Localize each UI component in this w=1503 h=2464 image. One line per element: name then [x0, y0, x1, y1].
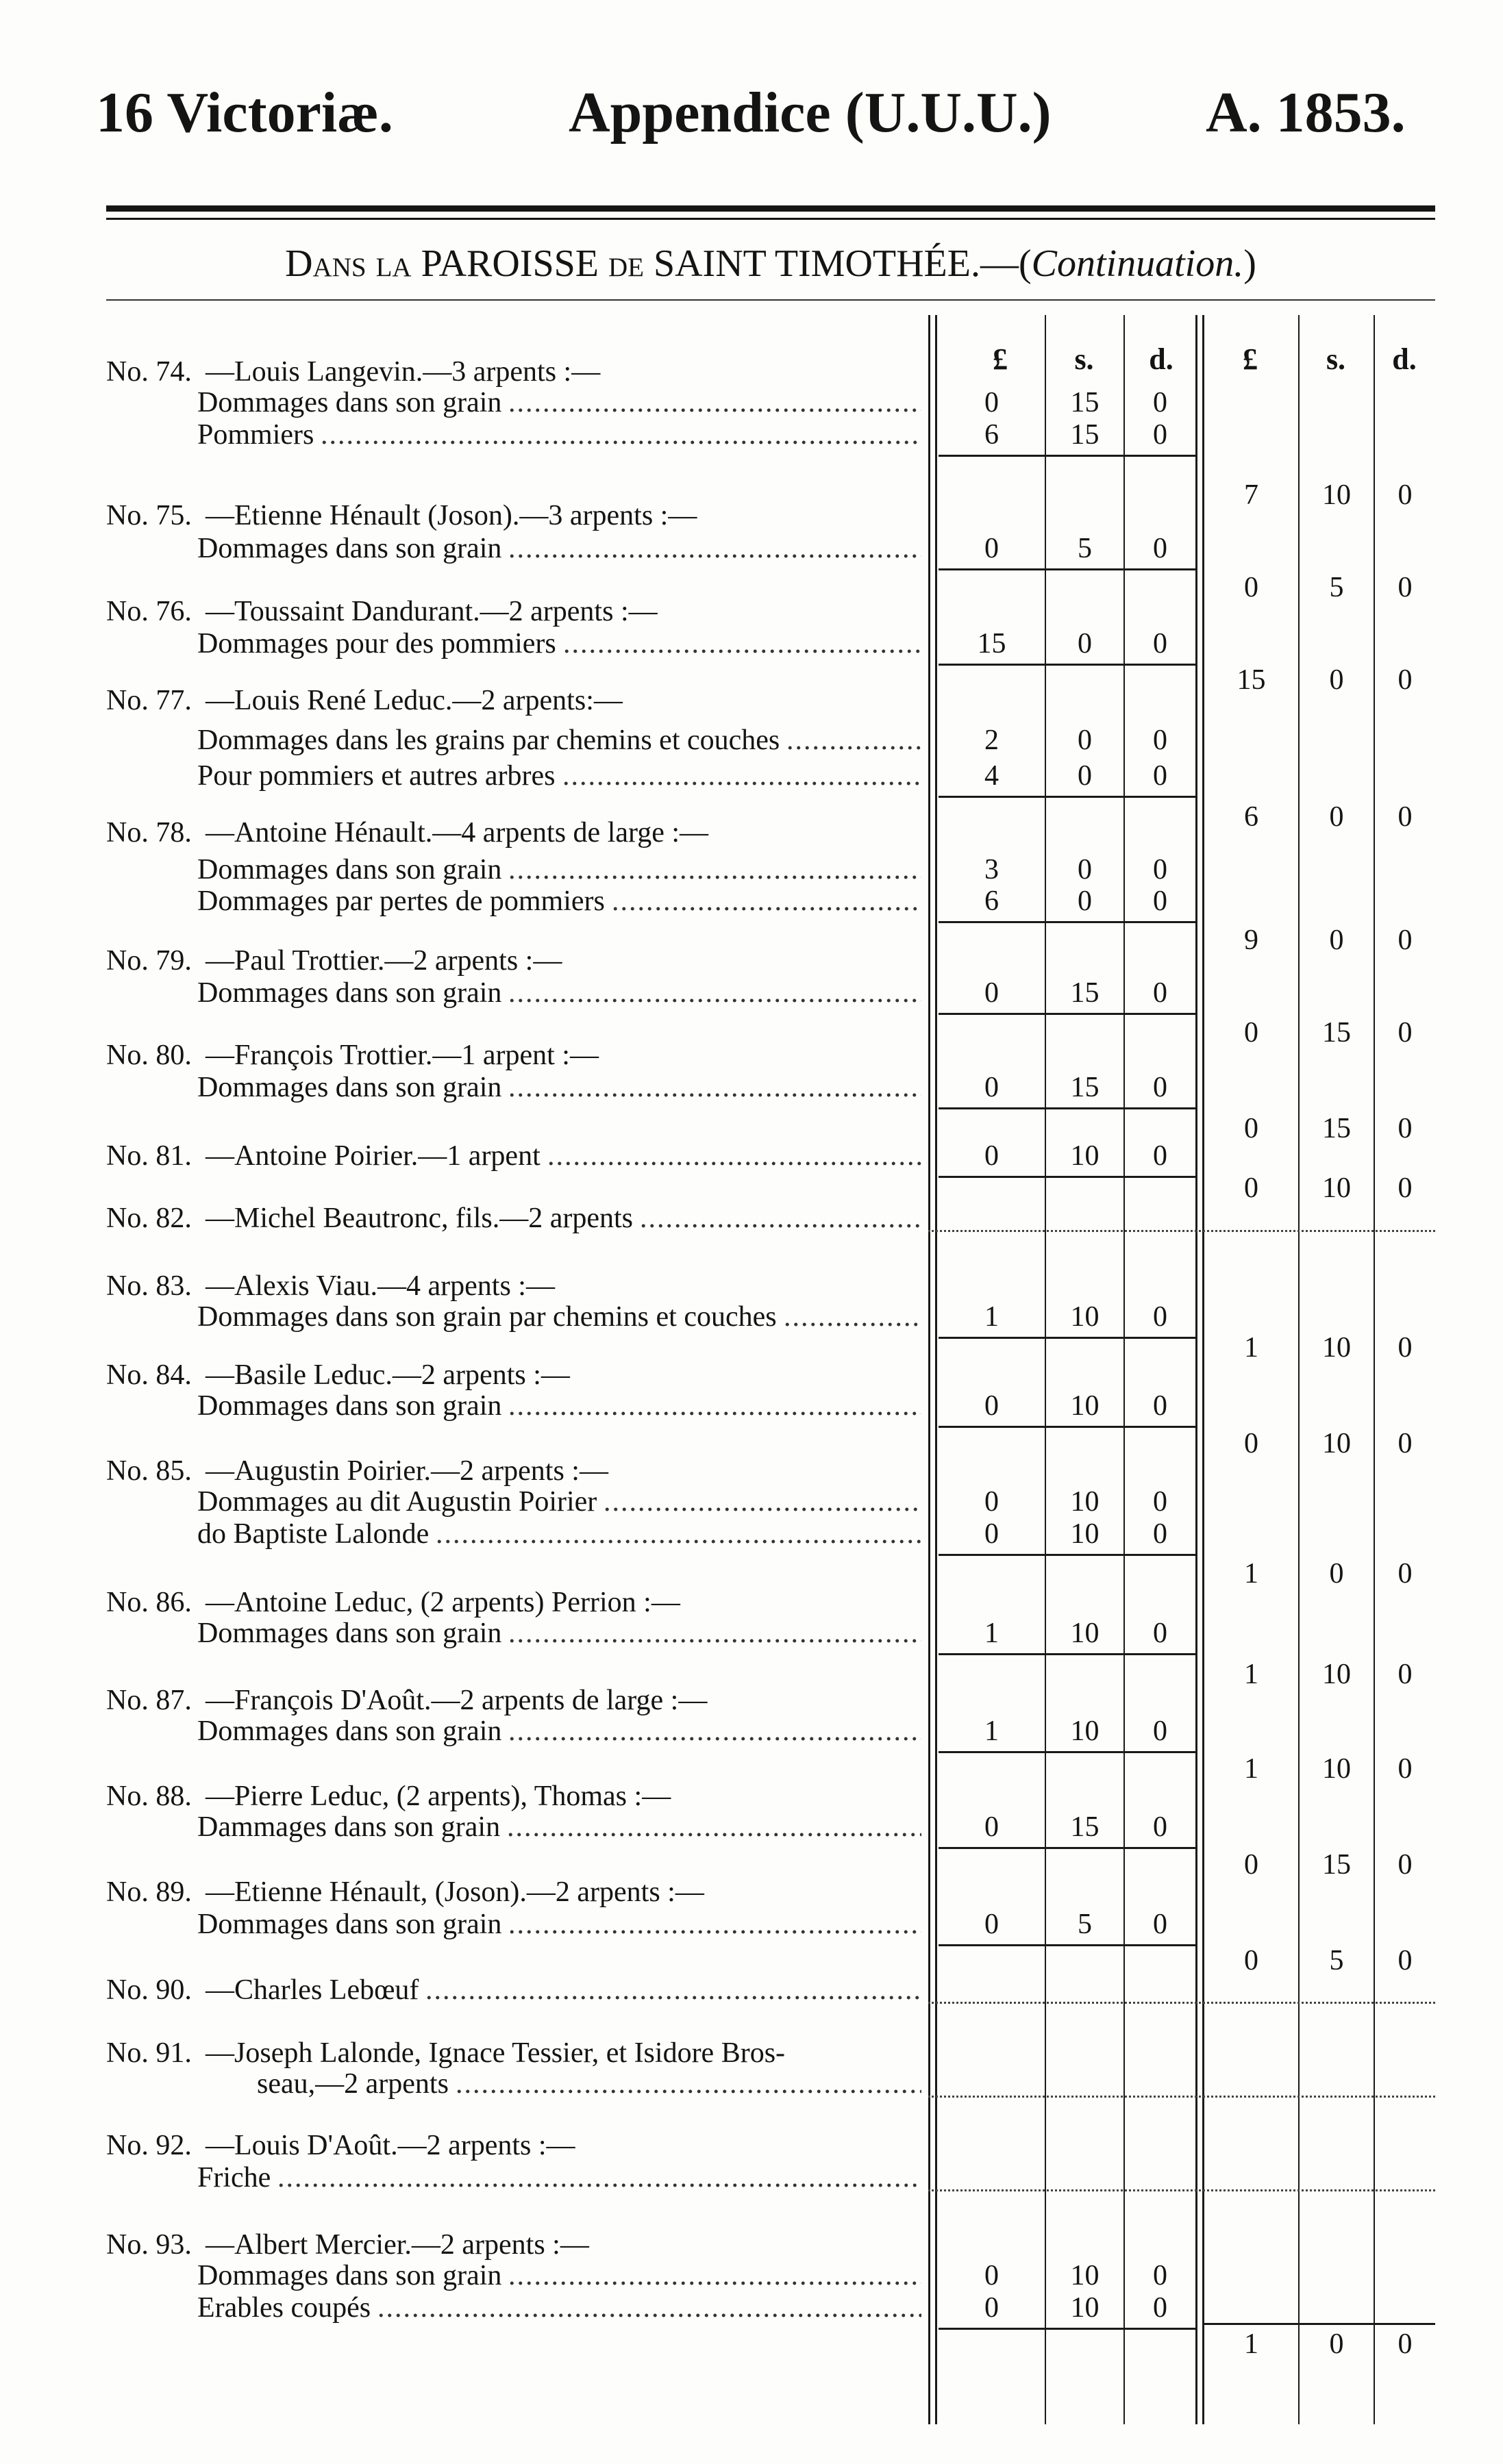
total-pounds: 7	[1244, 479, 1258, 511]
total-pence: 0	[1398, 1428, 1413, 1459]
item-line	[0, 977, 921, 1009]
leader-dots	[456, 2068, 921, 2100]
detail-shillings: 10	[1070, 1618, 1100, 1649]
item-label: Dommages par pertes de pommiers	[197, 885, 605, 917]
leader-dots	[321, 419, 921, 451]
entry-name: —Augustin Poirier.—2 arpents :—	[206, 1455, 608, 1487]
detail-sum-rule	[939, 1847, 1195, 1849]
total-sum-rule	[1204, 2323, 1435, 2325]
detail-shillings: 15	[1070, 1811, 1100, 1843]
total-pounds: 0	[1244, 572, 1258, 603]
leader-dots	[562, 760, 921, 792]
row-dotted-rule	[928, 2189, 1435, 2191]
item-label: Dommages dans son grain	[197, 1390, 502, 1422]
col-rule-1	[928, 315, 930, 2424]
entry-header	[0, 1781, 921, 1812]
detail-pounds: 2	[984, 725, 999, 756]
row-dotted-rule	[928, 1230, 1435, 1232]
entry-header	[0, 1685, 921, 1716]
col-head-total-pence: d.	[1392, 342, 1417, 376]
item-line	[0, 387, 921, 418]
entry-header	[0, 500, 921, 531]
total-shillings: 5	[1329, 572, 1344, 603]
item-line	[0, 2260, 921, 2291]
detail-shillings: 10	[1070, 1390, 1100, 1422]
detail-pounds: 0	[984, 1486, 999, 1518]
item-line	[0, 854, 921, 885]
item-label: do Baptiste Lalonde	[197, 1518, 430, 1550]
detail-pounds: 15	[977, 628, 1006, 659]
entry-name: —Antoine Hénault.—4 arpents de large :—	[206, 817, 709, 848]
entry-number: No. 80.	[106, 1040, 192, 1071]
total-pounds: 0	[1244, 1945, 1258, 1976]
col-rule-5	[1195, 315, 1197, 2424]
total-pounds: 1	[1244, 1558, 1258, 1589]
detail-pounds: 0	[984, 1909, 999, 1940]
detail-pounds: 0	[984, 1811, 999, 1843]
detail-sum-rule	[939, 1426, 1195, 1428]
item-line	[0, 2292, 921, 2324]
detail-shillings: 15	[1070, 977, 1100, 1009]
detail-pence: 0	[1153, 977, 1167, 1009]
detail-pounds: 0	[984, 533, 999, 564]
entry-name: —Antoine Poirier.—1 arpent	[206, 1140, 541, 1172]
detail-pounds: 6	[984, 419, 999, 451]
entry-header	[0, 356, 921, 388]
detail-pence: 0	[1153, 1715, 1167, 1747]
detail-pounds: 1	[984, 1618, 999, 1649]
entry-header	[0, 685, 921, 716]
detail-sum-rule	[939, 455, 1195, 457]
entry-number: No. 89.	[106, 1876, 192, 1908]
entry-name: —Louis D'Août.—2 arpents :—	[206, 2130, 575, 2161]
entry-number: No. 77.	[106, 685, 192, 716]
entry-header	[0, 817, 921, 848]
detail-shillings: 15	[1070, 1072, 1100, 1103]
total-pence: 0	[1398, 801, 1413, 833]
entry-name: —François D'Août.—2 arpents de large :—	[206, 1685, 708, 1716]
detail-shillings: 5	[1078, 533, 1092, 564]
entry-number: No. 78.	[106, 817, 192, 848]
col-head-total-pounds: £	[1243, 342, 1258, 376]
leader-dots	[508, 854, 921, 885]
leader-dots	[640, 1203, 921, 1234]
item-line	[0, 419, 921, 451]
leader-dots	[508, 533, 921, 564]
detail-pence: 0	[1153, 533, 1167, 564]
detail-sum-rule	[939, 1107, 1195, 1109]
entry-number: No. 82.	[106, 1203, 192, 1234]
entry-number: No. 93.	[106, 2229, 192, 2261]
item-line	[0, 628, 921, 659]
detail-shillings: 10	[1070, 1518, 1100, 1550]
total-shillings: 10	[1322, 1428, 1351, 1459]
entry-name: —Pierre Leduc, (2 arpents), Thomas :—	[206, 1781, 671, 1812]
total-pounds: 0	[1244, 1428, 1258, 1459]
col-rule-7	[1298, 315, 1300, 2424]
total-pounds: 0	[1244, 1017, 1258, 1048]
entry-name: —Paul Trottier.—2 arpents :—	[206, 945, 562, 977]
total-pence: 0	[1398, 1172, 1413, 1204]
detail-pence: 0	[1153, 885, 1167, 917]
detail-pence: 0	[1153, 1140, 1167, 1172]
detail-pence: 0	[1153, 1390, 1167, 1422]
detail-sum-rule	[939, 1176, 1195, 1178]
total-shillings: 0	[1329, 925, 1344, 956]
entry-number: No. 92.	[106, 2130, 192, 2161]
running-head-title: Appendice (U.U.U.)	[569, 81, 1052, 144]
total-pence: 0	[1398, 479, 1413, 511]
item-label: Dommages dans son grain	[197, 1909, 502, 1940]
detail-pounds: 0	[984, 1518, 999, 1550]
col-head-total-shillings: s.	[1326, 342, 1346, 376]
item-label: Erables coupés	[197, 2292, 371, 2324]
entry-header	[0, 596, 921, 627]
item-label: Dommages dans son grain	[197, 387, 502, 418]
detail-pence: 0	[1153, 1301, 1167, 1333]
total-pounds: 0	[1244, 1172, 1258, 1204]
entry-name: —Charles Lebœuf	[206, 1974, 419, 2006]
leader-dots	[563, 628, 921, 659]
entry-name: —Alexis Viau.—4 arpents :—	[206, 1270, 555, 1302]
detail-pounds: 4	[984, 760, 999, 792]
entry-name-continued	[0, 2068, 921, 2100]
detail-pence: 0	[1153, 628, 1167, 659]
item-label: Dommages dans son grain	[197, 977, 502, 1009]
detail-sum-rule	[939, 1653, 1195, 1655]
item-label: Pommiers	[197, 419, 314, 451]
detail-sum-rule	[939, 1944, 1195, 1946]
col-head-detail-pounds: £	[993, 342, 1008, 376]
detail-sum-rule	[939, 796, 1195, 798]
item-line	[0, 1618, 921, 1649]
total-shillings: 10	[1322, 1172, 1351, 1204]
item-label: Dommages dans son grain	[197, 1072, 502, 1103]
item-label: Dommages dans son grain	[197, 1618, 502, 1649]
total-shillings: 10	[1322, 1753, 1351, 1785]
entry-header	[0, 1040, 921, 1071]
entry-number: No. 76.	[106, 596, 192, 627]
entry-number: No. 87.	[106, 1685, 192, 1716]
detail-pounds: 0	[984, 1140, 999, 1172]
leader-dots	[508, 1390, 921, 1422]
total-pence: 0	[1398, 1558, 1413, 1589]
item-line	[0, 1390, 921, 1422]
leader-dots	[508, 1072, 921, 1103]
entry-number: No. 84.	[106, 1359, 192, 1391]
running-head-left: 16 Victoriæ.	[96, 81, 393, 144]
item-line	[0, 760, 921, 792]
total-pounds: 6	[1244, 801, 1258, 833]
entry-header	[0, 945, 921, 977]
leader-dots	[425, 1974, 921, 2006]
detail-pence: 0	[1153, 1486, 1167, 1518]
total-pence: 0	[1398, 2328, 1413, 2360]
entry-header	[0, 2130, 921, 2161]
item-line	[0, 1072, 921, 1103]
leader-dots	[784, 1301, 921, 1333]
total-shillings: 10	[1322, 1332, 1351, 1363]
detail-sum-rule	[939, 568, 1195, 570]
row-dotted-rule	[928, 2002, 1435, 2004]
item-label: Pour pommiers et autres arbres	[197, 760, 556, 792]
detail-shillings: 10	[1070, 1140, 1100, 1172]
leader-dots	[277, 2162, 921, 2193]
total-pence: 0	[1398, 1753, 1413, 1785]
leader-dots	[436, 1518, 921, 1550]
entry-header	[0, 1974, 921, 2006]
detail-pounds: 1	[984, 1715, 999, 1747]
leader-dots	[508, 1715, 921, 1747]
detail-pounds: 0	[984, 387, 999, 418]
entry-number: No. 81.	[106, 1140, 192, 1172]
detail-sum-rule	[939, 921, 1195, 923]
detail-shillings: 0	[1078, 725, 1092, 756]
entry-header	[0, 1359, 921, 1391]
entry-name-line2: seau,—2 arpents	[257, 2068, 449, 2100]
leader-dots	[508, 1618, 921, 1649]
leader-dots	[786, 725, 921, 756]
entry-name: —Michel Beautronc, fils.—2 arpents	[206, 1203, 634, 1234]
item-label: Dommages dans son grain	[197, 1715, 502, 1747]
item-line	[0, 1301, 921, 1333]
entry-name: —Etienne Hénault (Joson).—3 arpents :—	[206, 500, 697, 531]
entry-name: —Antoine Leduc, (2 arpents) Perrion :—	[206, 1587, 680, 1618]
total-pence: 0	[1398, 1945, 1413, 1976]
detail-shillings: 10	[1070, 1486, 1100, 1518]
item-line	[0, 2162, 921, 2193]
detail-shillings: 0	[1078, 885, 1092, 917]
entry-number: No. 91.	[106, 2037, 192, 2069]
total-pence: 0	[1398, 1659, 1413, 1690]
detail-pounds: 3	[984, 854, 999, 885]
item-line	[0, 725, 921, 756]
entry-number: No. 88.	[106, 1781, 192, 1812]
item-label: Dommages dans les grains par chemins et couches	[197, 725, 780, 756]
leader-dots	[507, 1811, 921, 1843]
detail-shillings: 10	[1070, 2292, 1100, 2324]
detail-shillings: 15	[1070, 387, 1100, 418]
total-pence: 0	[1398, 572, 1413, 603]
leader-dots	[377, 2292, 921, 2324]
detail-shillings: 15	[1070, 419, 1100, 451]
total-pounds: 1	[1244, 1659, 1258, 1690]
detail-pence: 0	[1153, 725, 1167, 756]
detail-shillings: 0	[1078, 760, 1092, 792]
section-continuation: Continuation.	[1031, 242, 1244, 285]
item-line	[0, 1909, 921, 1940]
detail-sum-rule	[939, 1337, 1195, 1339]
total-pence: 0	[1398, 1332, 1413, 1363]
detail-pounds: 0	[984, 2260, 999, 2291]
detail-sum-rule	[939, 664, 1195, 666]
detail-pounds: 0	[984, 977, 999, 1009]
detail-pence: 0	[1153, 2292, 1167, 2324]
item-label: Friche	[197, 2162, 271, 2193]
entry-number: No. 85.	[106, 1455, 192, 1487]
leader-dots	[508, 2260, 921, 2291]
total-pounds: 1	[1244, 1332, 1258, 1363]
total-pence: 0	[1398, 1849, 1413, 1881]
total-shillings: 10	[1322, 479, 1351, 511]
total-shillings: 0	[1329, 664, 1344, 696]
detail-pence: 0	[1153, 419, 1167, 451]
item-label: Dammages dans son grain	[197, 1811, 501, 1843]
entry-header	[0, 1876, 921, 1908]
entry-header	[0, 2229, 921, 2261]
leader-dots	[508, 977, 921, 1009]
total-shillings: 15	[1322, 1113, 1351, 1144]
entry-number: No. 83.	[106, 1270, 192, 1302]
leader-dots	[604, 1486, 921, 1518]
total-pounds: 1	[1244, 2328, 1258, 2360]
running-head-year: A. 1853.	[1206, 81, 1406, 144]
row-dotted-rule	[928, 2096, 1435, 2098]
entry-name: —François Trottier.—1 arpent :—	[206, 1040, 599, 1071]
item-line	[0, 533, 921, 564]
total-shillings: 0	[1329, 801, 1344, 833]
detail-sum-rule	[939, 2328, 1195, 2330]
detail-sum-rule	[939, 1751, 1195, 1753]
entry-name: —Etienne Hénault, (Joson).—2 arpents :—	[206, 1876, 704, 1908]
total-shillings: 15	[1322, 1849, 1351, 1881]
detail-shillings: 10	[1070, 1715, 1100, 1747]
detail-shillings: 10	[1070, 1301, 1100, 1333]
total-pence: 0	[1398, 1017, 1413, 1048]
detail-pounds: 0	[984, 1390, 999, 1422]
item-label: Dommages dans son grain par chemins et couches	[197, 1301, 777, 1333]
section-saint: SAINT TIMOTHÉE.—(	[653, 242, 1032, 285]
entry-name: —Joseph Lalonde, Ignace Tessier, et Isidore Bros-	[206, 2037, 786, 2069]
header-rule-thin	[106, 218, 1435, 220]
entry-number: No. 75.	[106, 500, 192, 531]
total-pence: 0	[1398, 1113, 1413, 1144]
detail-pence: 0	[1153, 1618, 1167, 1649]
detail-pence: 0	[1153, 854, 1167, 885]
total-shillings: 15	[1322, 1017, 1351, 1048]
item-label: Dommages au dit Augustin Poirier	[197, 1486, 597, 1518]
section-title-rule	[106, 299, 1435, 301]
total-shillings: 10	[1322, 1659, 1351, 1690]
total-shillings: 5	[1329, 1945, 1344, 1976]
entry-name: —Albert Mercier.—2 arpents :—	[206, 2229, 589, 2261]
col-rule-8	[1374, 315, 1375, 2424]
leader-dots	[508, 387, 921, 418]
entry-name: —Toussaint Dandurant.—2 arpents :—	[206, 596, 658, 627]
leader-dots	[612, 885, 921, 917]
leader-dots	[547, 1140, 921, 1172]
detail-shillings: 5	[1078, 1909, 1092, 1940]
detail-shillings: 0	[1078, 628, 1092, 659]
entry-header	[0, 1203, 921, 1234]
total-shillings: 0	[1329, 1558, 1344, 1589]
entry-header	[0, 1270, 921, 1302]
entry-number: No. 86.	[106, 1587, 192, 1618]
item-label: Dommages dans son grain	[197, 2260, 502, 2291]
item-line	[0, 1486, 921, 1518]
entry-header	[0, 1455, 921, 1487]
detail-shillings: 0	[1078, 854, 1092, 885]
section-title	[106, 236, 1435, 291]
item-label: Dommages dans son grain	[197, 533, 502, 564]
total-shillings: 0	[1329, 2328, 1344, 2360]
detail-pence: 0	[1153, 2260, 1167, 2291]
item-line	[0, 1811, 921, 1843]
item-label: Dommages dans son grain	[197, 854, 502, 885]
entry-name: —Basile Leduc.—2 arpents :—	[206, 1359, 570, 1391]
item-line	[0, 1715, 921, 1747]
col-rule-6	[1202, 315, 1204, 2424]
entry-header	[0, 1140, 921, 1172]
col-rule-2	[935, 315, 937, 2424]
detail-pounds: 0	[984, 2292, 999, 2324]
entry-number: No. 74.	[106, 356, 192, 388]
detail-shillings: 10	[1070, 2260, 1100, 2291]
col-head-detail-pence: d.	[1149, 342, 1173, 376]
detail-pence: 0	[1153, 1518, 1167, 1550]
entry-header	[0, 2037, 921, 2069]
section-parish: PAROISSE	[421, 242, 599, 285]
item-line	[0, 1518, 921, 1550]
detail-pounds: 1	[984, 1301, 999, 1333]
col-head-detail-shillings: s.	[1074, 342, 1094, 376]
detail-pounds: 0	[984, 1072, 999, 1103]
section-prefix: Dans la	[285, 242, 412, 285]
entry-name: —Louis René Leduc.—2 arpents:—	[206, 685, 623, 716]
total-pounds: 15	[1237, 664, 1266, 696]
total-pence: 0	[1398, 664, 1413, 696]
item-line	[0, 885, 921, 917]
total-pence: 0	[1398, 925, 1413, 956]
detail-sum-rule	[939, 1554, 1195, 1556]
section-de: de	[608, 242, 644, 285]
item-label: Dommages pour des pommiers	[197, 628, 556, 659]
detail-sum-rule	[939, 1013, 1195, 1015]
detail-pence: 0	[1153, 1811, 1167, 1843]
total-pounds: 1	[1244, 1753, 1258, 1785]
section-close: )	[1243, 242, 1256, 285]
total-pounds: 9	[1244, 925, 1258, 956]
leader-dots	[508, 1909, 921, 1940]
detail-pence: 0	[1153, 1909, 1167, 1940]
detail-pence: 0	[1153, 387, 1167, 418]
entry-header	[0, 1587, 921, 1618]
detail-pounds: 6	[984, 885, 999, 917]
detail-pence: 0	[1153, 1072, 1167, 1103]
entry-number: No. 90.	[106, 1974, 192, 2006]
detail-pence: 0	[1153, 760, 1167, 792]
entry-number: No. 79.	[106, 945, 192, 977]
total-pounds: 0	[1244, 1849, 1258, 1881]
header-rule-thick	[106, 205, 1435, 212]
total-pounds: 0	[1244, 1113, 1258, 1144]
entry-name: —Louis Langevin.—3 arpents :—	[206, 356, 601, 388]
